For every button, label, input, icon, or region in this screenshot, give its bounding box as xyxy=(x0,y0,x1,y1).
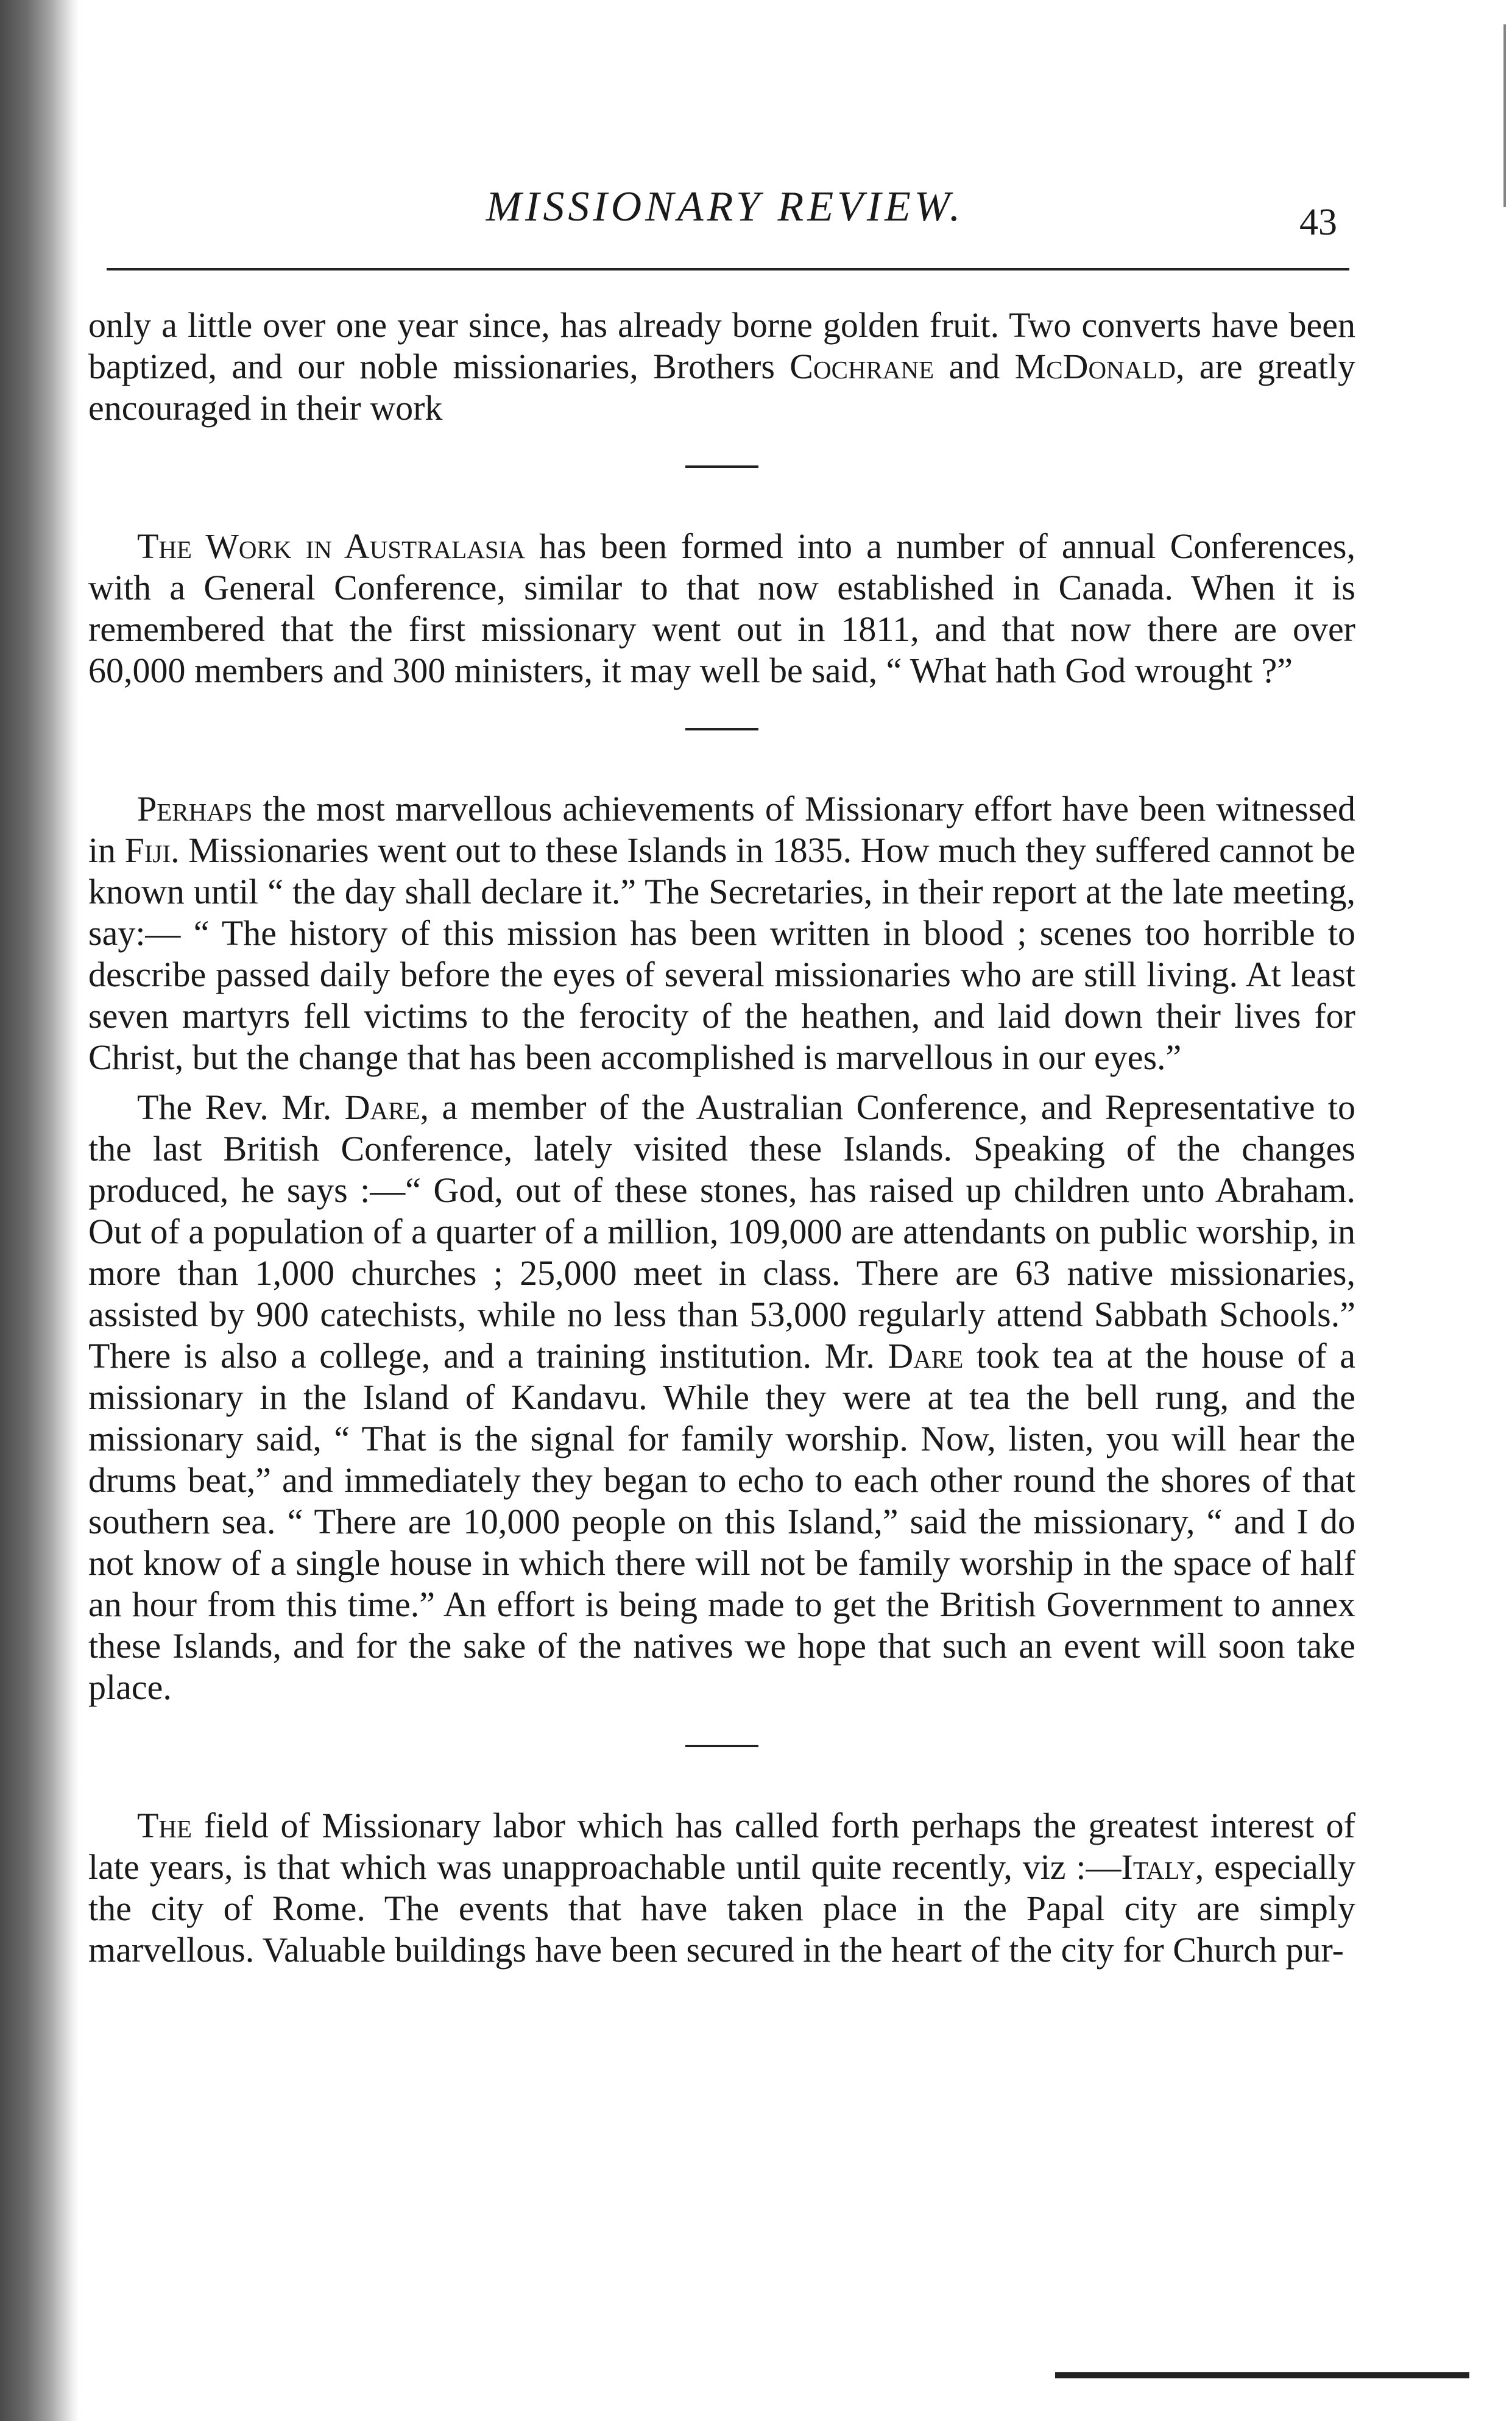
p1-text: only a little over one year since, has already borne golden fruit. Two converts have been baptized, and our noble missionaries, Brothers xyxy=(88,305,1355,386)
journal-title: MISSIONARY REVIEW. xyxy=(486,183,964,230)
paragraph-2 xyxy=(88,526,1355,691)
p5-text-1: field of Missionary labor which has called forth perhaps the greatest interest of late years, is that which was unapproachable until quite recently, viz :— xyxy=(88,1806,1355,1887)
p1-name-2: McDonald xyxy=(1014,347,1176,386)
section-divider xyxy=(685,465,758,468)
p3-lead: Perhaps xyxy=(137,789,253,829)
p2-text: has been formed into a number of annual Conferences, with a General Conference, similar to that now established in Canada. When it is remembered that the first missionary went out in 1811, and that now there are over 60,000 members and 300 ministers, it may well be said, “ What hath God wrought ?” xyxy=(88,526,1355,690)
paragraph-gap xyxy=(88,1078,1355,1087)
p1-tail: , are greatly encouraged in their work xyxy=(88,347,1355,428)
section-divider xyxy=(685,728,758,730)
paragraph-1 xyxy=(88,305,1355,429)
scan-shadow-left xyxy=(0,0,79,2421)
p1-name-1: Cochrane xyxy=(790,347,934,386)
paragraph-4 xyxy=(88,1087,1355,1708)
p4-text-1: The Rev. Mr. xyxy=(137,1087,345,1127)
p1-and: and xyxy=(934,347,1015,386)
body-text xyxy=(88,305,1355,1971)
book-page xyxy=(88,0,1362,2421)
p2-lead: The Work in Australasia xyxy=(137,526,525,566)
paragraph-5 xyxy=(88,1805,1355,1971)
page-number: 43 xyxy=(1299,202,1337,243)
p5-text-2: , especially the city of Rome. The events that have taken place in the Papal city are simply marvellous. Valuable buildings have been secured in the heart of the city for Church pur- xyxy=(88,1847,1356,1970)
p3-place: Fiji xyxy=(124,830,171,870)
p4-name-2: Dare xyxy=(888,1336,964,1376)
p3-text-2: . Missionaries went out to these Islands in 1835. How much they suffered cannot be known until “ the day shall declare it.” The Secretaries, in their report at the late meeting, say:— “ The history of this mission has been written in blood ; scenes too horrible to describe passed daily before the eyes of several missionaries who are still living. At least seven martyrs fell victims to the ferocity of the heathen, and laid down their lives for Christ, but the change that has been accomplished is marvellous in our eyes.” xyxy=(88,830,1355,1077)
p5-lead: The xyxy=(137,1806,193,1845)
p3-text-1: the most marvellous achievements of Missionary effort have been witnessed in xyxy=(88,789,1355,870)
p4-text-2: , a member of the Australian Conference, and Representative to the last British Conference, lately visited these Islands. Speaking of the changes produced, he says :—“ God, out of these stones, has raised up children unto Abraham. Out of a population of a quarter of a million, 109,000 are attendants on public worship, in more than 1,000 churches ; 25,000 meet in class. There are 63 native missionaries, assisted by 900 catechists, while no less than 53,000 regularly attend Sabbath Schools.” There is also a college, and a training institution. Mr. xyxy=(88,1087,1355,1376)
paragraph-3 xyxy=(88,788,1355,1078)
header-rule xyxy=(107,268,1349,270)
p5-place: Italy xyxy=(1121,1847,1195,1887)
running-head xyxy=(88,183,1362,256)
scan-edge-right xyxy=(1503,24,1512,207)
section-divider xyxy=(685,1745,758,1747)
p4-text-3: took tea at the house of a missionary in the Island of Kandavu. While they were at tea the bell rung, and the missionary said, “ That is the signal for family worship. Now, listen, you will hear the drums beat,” and immediately they began to echo to each other round the shores of that southern sea. “ There are 10,000 people on this Island,” said the missionary, “ and I do not know of a single house in which there will not be family worship in the space of half an hour from this time.” An effort is being made to get the British Government to annex these Islands, and for the sake of the natives we hope that such an event will soon take place. xyxy=(88,1336,1355,1707)
p4-name-1: Dare xyxy=(344,1087,420,1127)
